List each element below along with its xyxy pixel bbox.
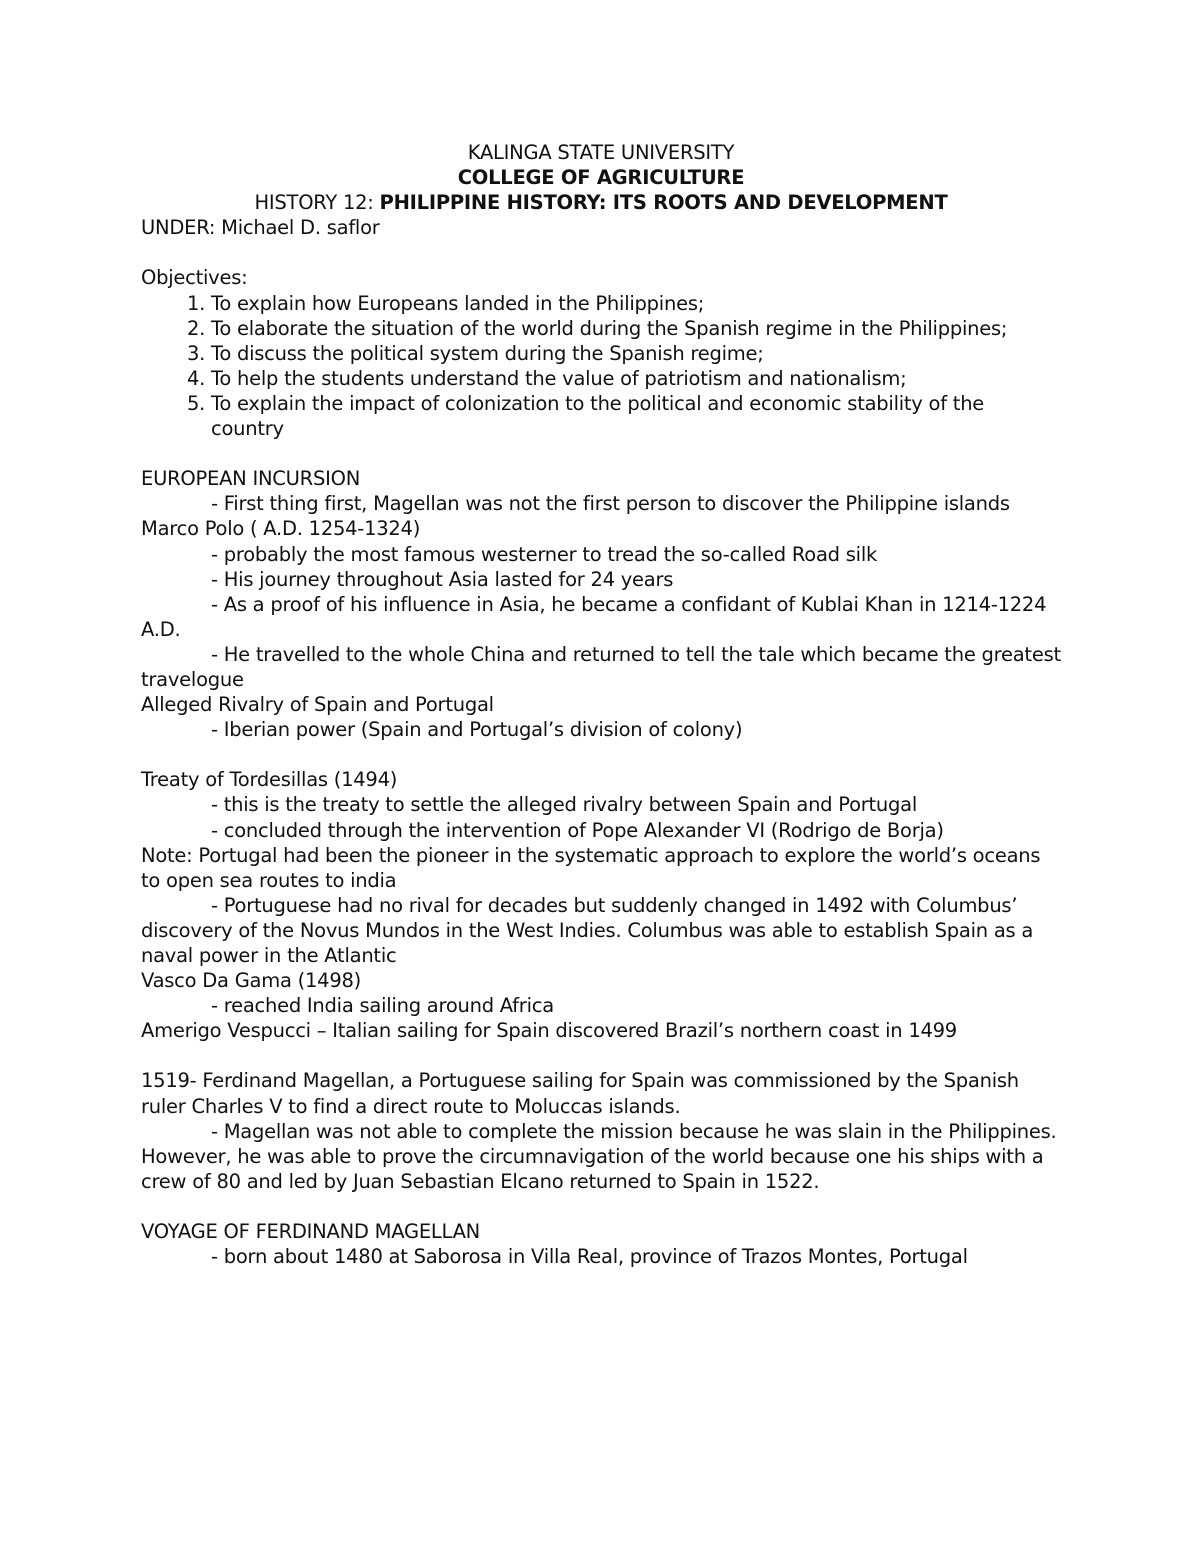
paragraph: - Magellan was not able to complete the mission because he was slain in the Philippines. However, he was able to prove the circumnavigation of the world because one his ships with a crew of 80 and led by Juan Sebastian Elcano returned to Spain in 1522.: [141, 1119, 1057, 1193]
objective-item: 1. To explain how Europeans landed in the Philippines;: [211, 291, 1061, 316]
spacer: [141, 240, 1061, 265]
university-name: KALINGA STATE UNIVERSITY: [467, 141, 735, 164]
subheading-marco-polo: Marco Polo ( A.D. 1254-1324): [141, 517, 421, 541]
course-prefix: HISTORY 12:: [254, 191, 380, 215]
paragraph: - His journey throughout Asia lasted for 24 years: [211, 567, 674, 591]
paragraph: - this is the treaty to settle the alleged rivalry between Spain and Portugal: [211, 793, 918, 817]
course-line: [141, 190, 1061, 215]
paragraph: - Portuguese had no rival for decades but suddenly changed in 1492 with Columbus’ discovery of the Novus Mundos in the West Indies. Columbus was able to establish Spain as a naval power in the Atlantic: [141, 893, 1034, 967]
objective-item: 3. To discuss the political system during the Spanish regime;: [211, 341, 1061, 366]
objective-item: 2. To elaborate the situation of the world during the Spanish regime in the Philippines;: [211, 316, 1061, 341]
paragraph: - concluded through the intervention of Pope Alexander VI (Rodrigo de Borja): [211, 818, 944, 842]
college-name: COLLEGE OF AGRICULTURE: [457, 166, 745, 190]
subheading-rivalry: Alleged Rivalry of Spain and Portugal: [141, 693, 494, 717]
course-title: PHILIPPINE HISTORY: ITS ROOTS AND DEVELOPMENT: [379, 191, 948, 215]
subheading-vasco-da-gama: Vasco Da Gama (1498): [141, 969, 361, 993]
spacer: [141, 1043, 1061, 1068]
paragraph: - born about 1480 at Saborosa in Villa Real, province of Trazos Montes, Portugal: [211, 1245, 968, 1269]
instructor-line: UNDER: Michael D. saflor: [141, 216, 380, 240]
objectives-heading: Objectives:: [141, 266, 248, 290]
paragraph-1519: 1519- Ferdinand Magellan, a Portuguese sailing for Spain was commissioned by the Spanish ruler Charles V to find a direct route to Moluccas islands.: [141, 1069, 1019, 1118]
spacer: [141, 742, 1061, 767]
paragraph-amerigo: Amerigo Vespucci – Italian sailing for Spain discovered Brazil’s northern coast in 1499: [141, 1019, 957, 1043]
paragraph: - First thing first, Magellan was not the first person to discover the Philippine islands: [211, 492, 1010, 516]
paragraph: - Iberian power (Spain and Portugal’s division of colony): [211, 718, 743, 742]
spacer: [141, 441, 1061, 466]
spacer: [141, 1194, 1061, 1219]
document-page: [141, 140, 1061, 1269]
objectives-list: [141, 291, 1061, 442]
objective-item: 5. To explain the impact of colonization to the political and economic stability of the country: [211, 391, 1061, 441]
paragraph: - reached India sailing around Africa: [211, 994, 554, 1018]
section-heading-european-incursion: EUROPEAN INCURSION: [141, 467, 361, 491]
note-paragraph: Note: Portugal had been the pioneer in the systematic approach to explore the world’s oceans to open sea routes to india: [141, 843, 1041, 892]
objective-item: 4. To help the students understand the value of patriotism and nationalism;: [211, 366, 1061, 391]
paragraph: - As a proof of his influence in Asia, he became a confidant of Kublai Khan in 1214-1224 A.D.: [141, 592, 1047, 641]
subheading-treaty: Treaty of Tordesillas (1494): [141, 768, 398, 792]
paragraph: - He travelled to the whole China and returned to tell the tale which became the greatest travelogue: [141, 642, 1061, 691]
paragraph: - probably the most famous westerner to tread the so-called Road silk: [211, 542, 878, 566]
section-heading-voyage: VOYAGE OF FERDINAND MAGELLAN: [141, 1220, 481, 1244]
